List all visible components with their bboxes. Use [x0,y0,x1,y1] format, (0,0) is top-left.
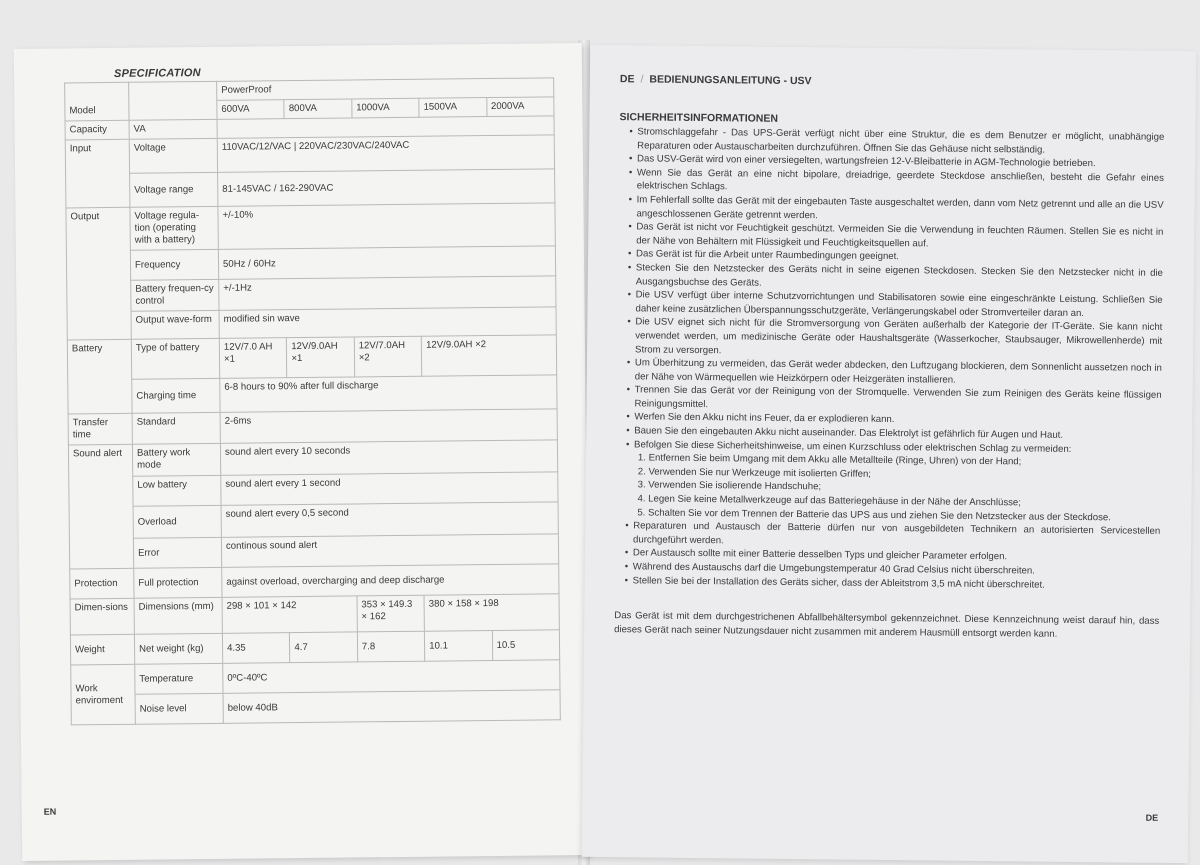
transfer-time-label: Transfer time [68,413,132,445]
manual-header: DE / BEDIENUNGSANLEITUNG - USV [619,73,812,88]
list-item: • Trennen Sie das Gerät vor der Reinigung von der Stromquelle. Verwenden Sie zum Reinigen des Geräts keine flüssigen Reinigungsmittel. [626,384,1161,417]
overload-label: Overload [133,505,221,538]
battery-frequency-value: +/-1Hz [219,276,556,311]
frequency-label: Frequency [130,249,218,280]
battery-type-cell: 12V/9.0AH ×1 [287,337,355,378]
output-waveform-label: Output wave-form [131,310,219,339]
voltage-range-value: 81-145VAC / 162-290VAC [218,169,555,207]
list-item: • Werfen Sie den Akku nicht ins Feuer, da er explodieren kann. [626,411,1161,430]
capacity-label: Capacity [65,120,129,140]
list-item: • Das Gerät ist nicht vor Feuchtigkeit geschützt. Vermeiden Sie die Verwendung in feuchten Räumen. Stellen Sie es nicht in der Nähe von Behältern mit Flüssigkeit und Feuchtigkeitsquellen auf. [628,220,1163,253]
battery-work-mode-value: sound alert every 10 seconds [220,440,557,476]
list-item: • Bauen Sie den eingebauten Akku nicht auseinander. Das Elektrolyt ist gefährlich für Augen und Haut. [626,424,1161,443]
safety-list-b [615,519,1161,593]
noise-label: Noise level [135,693,223,724]
capacity-cell: 2000VA [486,97,554,117]
numbered-item: 2. Verwenden Sie nur Werkzeuge mit isolierten Griffen; [637,466,872,480]
standard-value: 2-6ms [220,409,557,444]
net-weight-label: Net weight (kg) [134,633,222,664]
work-env-label: Work enviroment [71,664,136,725]
section-title: SICHERHEITSINFORMATIONEN [619,111,779,125]
list-item: • Das Gerät ist für die Arbeit unter Raumbedingungen geeignet. [628,248,1163,267]
list-item: • Wenn Sie das Gerät an eine nicht bipolare, dreiadrige, geerdete Steckdose anschließen, besteht die Gefahr eines elektrischen Schlags. [629,166,1164,199]
list-item: • Im Fehlerfall sollte das Gerät mit der eingebauten Taste ausgeschaltet werden, dann vom Netz getrennt und alle an die USV angeschlossenen Geräte getrennt werden. [628,193,1163,226]
protection-label: Protection [70,568,134,599]
left-page [14,43,590,861]
table-row [69,502,558,539]
weight-cell: 10.5 [492,630,560,661]
output-label: Output [66,207,131,340]
dimensions-sub-label: Dimensions (mm) [134,597,222,634]
battery-type-cell: 12V/9.0AH ×2 [421,335,556,376]
table-row [65,135,554,174]
voltage-regulation-label: Voltage regula-tion (operating with a battery) [130,206,218,250]
numbered-item: 4. Legen Sie keine Metallwerkzeuge auf das Batteriegehäuse in der Nähe der Anschlüsse; [637,493,1022,509]
battery-type-label: Type of battery [131,338,219,379]
sound-alert-label: Sound alert [68,444,133,569]
weight-cell: 7.8 [357,631,425,662]
table-row [68,409,557,445]
table-row [66,203,555,251]
safety-list-a [616,125,1164,457]
overload-value: sound alert every 0,5 second [221,502,558,538]
table-row [71,690,560,725]
error-value: continous sound alert [221,534,558,568]
voltage-label: Voltage [129,138,217,173]
dimensions-cell: 353 × 149.3 × 162 [357,595,425,632]
frequency-value: 50Hz / 60Hz [218,246,555,280]
capacity-cell: 600VA [217,100,285,120]
temperature-value: 0ºC-40ºC [223,660,560,694]
list-item: • Die USV eignet sich nicht für die Stromversorgung von Geräten außerhalb der Kategorie der IT-Geräte. Sie kann nicht verwendet werden, um medizinische Geräte oder Haushaltsgeräte (Wasserkocher, Staubsauger, Mikrowellenherde) mit Strom zu versorgen. [627,316,1162,362]
model-label: Model [65,82,129,121]
list-item: • Befolgen Sie diese Sicherheitshinweise, um einen Kurzschluss oder elektrischen Schlag zu vermeiden: [626,438,1161,457]
low-battery-label: Low battery [133,475,221,506]
battery-label: Battery [67,339,132,414]
battery-type-cell: 12V/7.0AH ×2 [354,336,422,377]
spec-table [64,77,561,725]
disposal-note: Das Gerät ist mit dem durchgestrichenen Abfallbehältersymbol gekennzeichnet. Diese Kennzeichnung weist darauf hin, dass dieses Gerät nach seiner Nutzungsdauer nicht zusammen mit anderem Hausmüll entsorgt werden kann. [614,610,1160,640]
dimensions-cell: 298 × 101 × 142 [222,596,357,633]
manual-title: BEDIENUNGSANLEITUNG - USV [649,73,812,88]
list-item: • Während des Austauschs darf die Umgebungstemperatur 40 Grad Celsius nicht überschreiten. [625,560,1160,579]
charging-time-label: Charging time [132,378,220,413]
weight-label: Weight [70,634,134,665]
lang-label: DE [619,73,635,86]
capacity-cell: 1500VA [419,98,487,118]
capacity-cell: 1000VA [352,98,420,118]
dimensions-cell: 380 × 158 × 198 [424,594,559,631]
list-item: • Der Austausch sollte mit einer Batterie desselben Typs und gleicher Parameter erfolgen. [625,547,1160,566]
va-label: VA [129,119,217,139]
noise-value: below 40dB [223,690,560,724]
voltage-range-label: Voltage range [130,172,218,207]
table-row [67,276,556,312]
dimensions-label: Dimen-sions [70,598,134,635]
list-item: • Reparaturen und Austausch der Batterie dürfen nur von ausgebildeten Technikern an autorisierten Servicestellen durchgeführt werden. [625,519,1160,552]
weight-cell: 10.1 [425,631,493,662]
full-protection-label: Full protection [134,567,222,598]
list-item: • Stellen Sie bei der Installation des Geräts sicher, dass der Ableitstrom 3,5 mA nicht überschreitet. [625,574,1160,593]
list-item: • Die USV verfügt über interne Schutzvorrichtungen und Stabilisatoren sowie eine eingeschränkte Leistung. Schließen Sie daher keine zusätzlichen Überspannungsschutzgeräte, Verlängerungskabel oder Stromverteiler daran an. [627,288,1162,321]
numbered-list [615,451,1161,525]
weight-cell: 4.35 [222,633,290,664]
right-page [582,45,1196,863]
standard-label: Standard [132,412,220,444]
spec-title: SPECIFICATION [113,67,201,80]
battery-work-mode-label: Battery work mode [132,443,220,476]
list-item: • Das USV-Gerät wird von einer versiegelten, wartungsfreien 12-V-Bleibatterie in AGM-Technologie betrieben. [629,152,1164,171]
battery-type-cell: 12V/7.0 AH ×1 [219,338,287,379]
safety-content [614,125,1164,642]
list-item: • Stecken Sie den Netzstecker des Geräts nicht in seine eigenen Steckdosen. Stecken Sie den Netzstecker nicht in die Ausgangsbuchse des Geräts. [628,261,1163,294]
charging-time-value: 6-8 hours to 90% after full discharge [220,375,557,413]
input-label: Input [65,139,130,208]
output-waveform-value: modified sin wave [219,307,556,339]
page-label-en: EN [43,806,57,817]
full-protection-value: against overload, overcharging and deep discharge [222,564,559,598]
low-battery-value: sound alert every 1 second [221,472,558,506]
page-label-de: DE [1145,812,1159,823]
table-row [67,335,556,380]
table-row [68,375,557,414]
error-label: Error [133,537,221,568]
list-item: • Um Überhitzung zu vermeiden, das Gerät weder abdecken, den Luftzugang blockieren, dem Sonnenlicht aussetzen noch in der Nähe von Wärmequellen wie Heizkörpern oder Heizgeräten installieren. [627,356,1162,389]
table-row [70,594,559,635]
brand-cell: PowerProof [217,78,554,101]
weight-cell: 4.7 [290,632,358,663]
battery-frequency-label: Battery frequen-cy control [131,279,219,311]
numbered-item: 1. Entfernen Sie beim Umgang mit dem Akku alle Metallteile (Ringe, Uhren) von der Hand; [637,452,1022,468]
numbered-item: 5. Schalten Sie vor dem Trennen der Batterie das UPS aus und ziehen Sie den Netzstecker aus der Steckdose. [637,506,1111,523]
temperature-label: Temperature [135,663,223,694]
table-row [68,440,557,477]
list-item: • Stromschlaggefahr - Das UPS-Gerät verfügt nicht über eine Struktur, die es dem Benutzer er möglicht, unabhängige Reparaturen oder Austauscharbeiten durchzuführen. Öffnen Sie das Gehäuse nicht selbständig. [629,125,1164,158]
table-row [66,169,555,208]
numbered-item: 3. Verwenden Sie isolierende Handschuhe; [637,479,822,493]
voltage-value: 110VAC/12/VAC | 220VAC/230VAC/240VAC [217,135,554,173]
capacity-cell: 800VA [284,99,352,119]
voltage-regulation-value: +/-10% [218,203,555,250]
